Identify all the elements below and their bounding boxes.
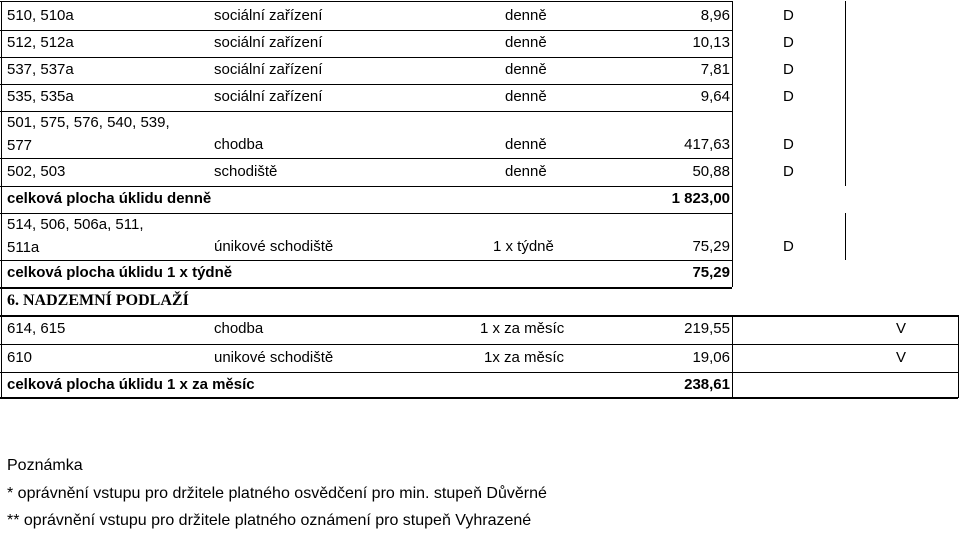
total-area: 75,29 <box>692 264 730 282</box>
area-cell: 75,29 <box>692 238 730 256</box>
area-cell: 19,06 <box>692 348 730 366</box>
total-row <box>0 260 960 287</box>
room-type-cell: sociální zařízení <box>214 34 323 52</box>
category-cell: D <box>783 136 794 154</box>
grid-line <box>1 1 2 398</box>
grid-line <box>0 287 732 289</box>
area-cell: 7,81 <box>700 61 730 79</box>
frequency-cell: denně <box>505 34 547 52</box>
rooms-line-2: 577 <box>7 136 33 154</box>
grid-line <box>0 57 732 58</box>
table-row <box>0 84 960 111</box>
frequency-cell: denně <box>505 162 547 180</box>
table-row <box>0 344 960 372</box>
category-cell: D <box>783 34 794 52</box>
table-row <box>0 111 960 158</box>
rooms-cell: 502, 503 <box>7 162 66 180</box>
table-row <box>0 30 960 57</box>
rooms-cell: 510, 510a <box>7 6 74 24</box>
rooms-line-1: 501, 575, 576, 540, 539, <box>7 113 170 131</box>
total-row <box>0 186 960 213</box>
room-type-cell: chodba <box>214 320 264 338</box>
area-cell: 10,13 <box>692 34 730 52</box>
category-cell: D <box>783 162 794 180</box>
grid-line <box>0 397 958 399</box>
grid-line <box>0 372 958 373</box>
room-type-cell: únikové schodiště <box>214 238 334 256</box>
rooms-line-1: 514, 506, 506a, 511, <box>7 215 144 233</box>
grid-line <box>845 1 846 186</box>
room-type-cell: sociální zařízení <box>214 61 323 79</box>
area-cell: 8,96 <box>700 6 730 24</box>
category-cell: D <box>783 88 794 106</box>
frequency-cell: 1x za měsíc <box>484 348 565 366</box>
grid-line <box>732 315 733 397</box>
area-cell: 219,55 <box>684 320 730 338</box>
frequency-cell: denně <box>505 61 547 79</box>
grid-line <box>0 344 958 345</box>
grid-line <box>0 30 732 31</box>
grid-line <box>845 213 846 260</box>
rooms-line-2: 511a <box>7 238 40 256</box>
rooms-cell: 610 <box>7 348 33 366</box>
rooms-cell: 614, 615 <box>7 320 66 338</box>
area-cell: 9,64 <box>700 88 730 106</box>
table-row <box>0 57 960 84</box>
room-type-cell: sociální zařízení <box>214 88 323 106</box>
total-area: 1 823,00 <box>671 190 730 208</box>
grid-line <box>732 1 733 287</box>
table-row <box>0 158 960 186</box>
total-label: celková plocha úklidu 1 x týdně <box>7 264 233 282</box>
total-area: 238,61 <box>684 375 730 393</box>
table-row <box>0 315 960 344</box>
notes-title: Poznámka <box>7 457 83 474</box>
rooms-cell: 535, 535a <box>7 88 74 106</box>
section-heading-row <box>0 287 960 315</box>
category-v-cell: V <box>896 348 907 366</box>
category-cell: D <box>783 238 794 256</box>
total-label: celková plocha úklidu denně <box>7 190 212 208</box>
frequency-cell: denně <box>505 88 547 106</box>
total-label: celková plocha úklidu 1 x za měsíc <box>7 375 255 393</box>
grid-line <box>0 158 732 159</box>
room-type-cell: unikové schodiště <box>214 348 334 366</box>
note-line-1: * oprávnění vstupu pro držitele platného osvědčení pro min. stupeň Důvěrné <box>7 485 547 502</box>
grid-line <box>0 213 732 214</box>
grid-line <box>0 260 732 261</box>
table-row <box>0 213 960 260</box>
grid-line <box>958 315 959 398</box>
table-row <box>0 2 960 30</box>
total-row <box>0 372 960 398</box>
grid-line <box>0 315 958 317</box>
rooms-cell: 512, 512a <box>7 34 74 52</box>
frequency-cell: 1 x za měsíc <box>480 320 565 338</box>
rooms-cell <box>7 111 170 158</box>
category-cell: D <box>783 6 794 24</box>
section-heading: 6. NADZEMNÍ PODLAŽÍ <box>7 292 189 309</box>
note-line-2: ** oprávnění vstupu pro držitele platného oznámení pro stupeň Vyhrazené <box>7 512 532 529</box>
grid-line <box>0 1 732 2</box>
frequency-cell: 1 x týdně <box>493 238 554 256</box>
frequency-cell: denně <box>505 136 547 154</box>
area-cell: 50,88 <box>692 162 730 180</box>
room-type-cell: schodiště <box>214 162 278 180</box>
rooms-cell <box>7 213 144 260</box>
area-cell: 417,63 <box>684 136 730 154</box>
category-cell: D <box>783 61 794 79</box>
grid-line <box>0 186 732 187</box>
grid-line <box>0 84 732 85</box>
frequency-cell: denně <box>505 6 547 24</box>
category-v-cell: V <box>896 320 907 338</box>
room-type-cell: chodba <box>214 136 264 154</box>
grid-line <box>0 111 732 112</box>
room-type-cell: sociální zařízení <box>214 6 323 24</box>
rooms-cell: 537, 537a <box>7 61 74 79</box>
